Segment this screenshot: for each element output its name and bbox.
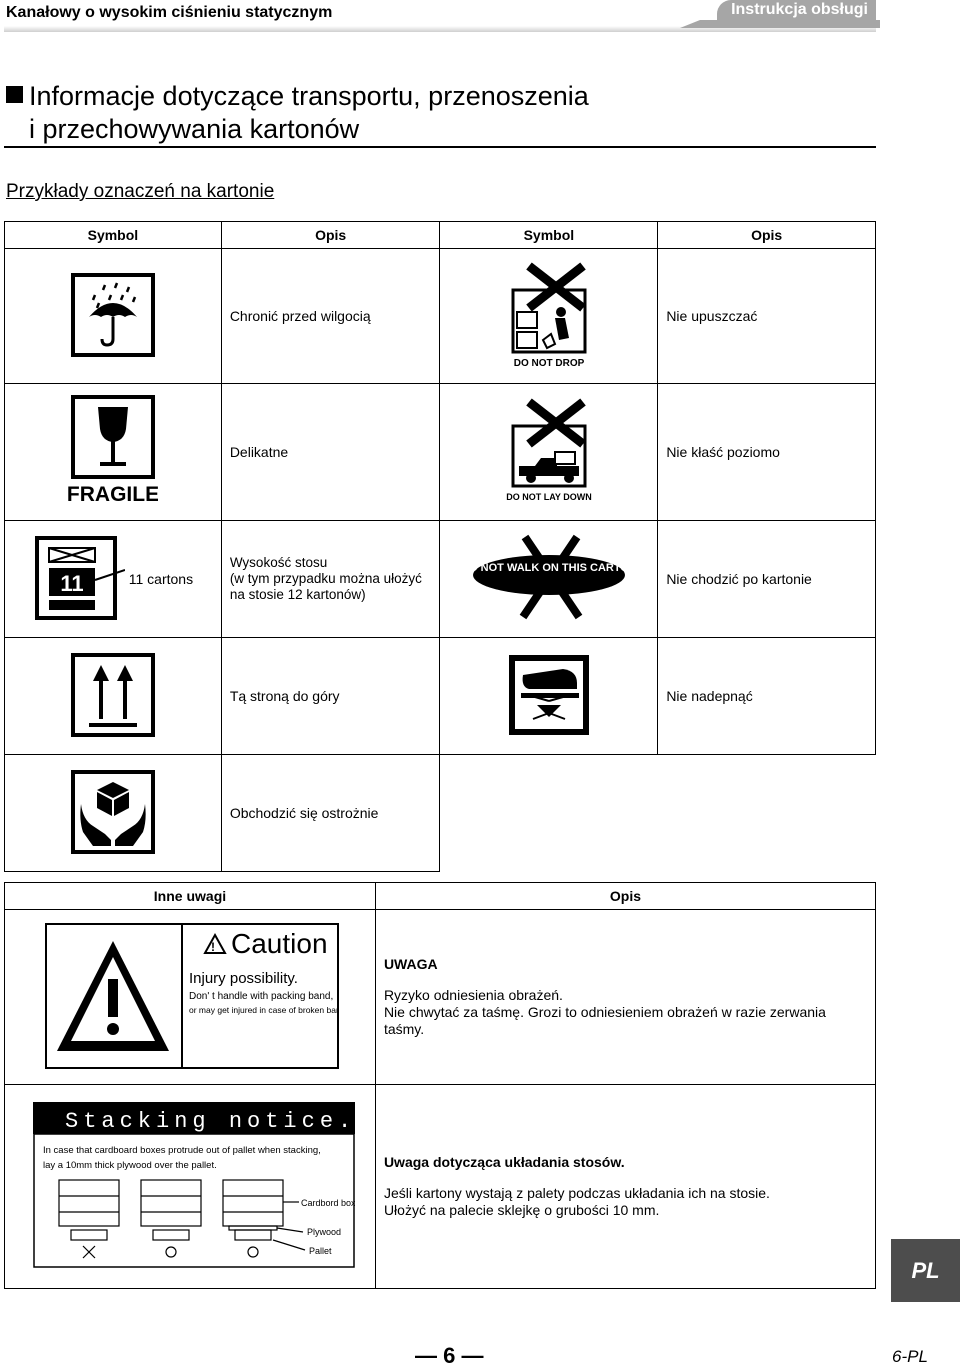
table-row: [5, 384, 876, 521]
do-not-lay-down-symbol-cell: [440, 384, 658, 521]
desc-line: (w tym przypadku można ułożyć: [229, 571, 422, 586]
table-row: [5, 638, 876, 755]
table-header-row: [5, 883, 876, 910]
caution-desc-line2: Nie chwytać za taśmę. Grozi to odniesieniem obrażeń w razie zerwania taśmy.: [383, 1004, 826, 1037]
col-header-desc: Opis: [221, 222, 440, 249]
cardboard-box-label: Cardbord box: [301, 1198, 355, 1208]
do-not-drop-caption: DO NOT DROP: [513, 357, 585, 369]
desc-cell: Nie chodzić po kartonie: [658, 521, 876, 638]
col-header-desc: Opis: [658, 222, 876, 249]
fragile-symbol-cell: [5, 384, 222, 521]
do-not-walk-icon: [469, 533, 629, 623]
header-title: Kanałowy o wysokim ciśnieniu statycznym: [6, 4, 333, 21]
caution-desc-line1: Ryzyko odniesienia obrażeń.: [383, 987, 563, 1003]
umbrella-symbol-cell: [5, 249, 222, 384]
table-row: [5, 1085, 876, 1289]
do-not-walk-symbol-cell: [440, 521, 658, 638]
stacking-label-cell: [5, 1085, 376, 1289]
empty-cell: [658, 755, 876, 872]
caution-label: [45, 923, 339, 1069]
stacking-desc-line2: Ułożyć na palecie sklejkę o grubości 10 mm.: [383, 1202, 660, 1218]
table-row: [5, 910, 876, 1085]
desc-cell: Nie upuszczać: [658, 249, 876, 384]
warning-triangle-icon: [205, 935, 225, 953]
caution-label-cell: [5, 910, 376, 1085]
do-not-walk-caption: DO NOT WALK ON THIS CARTON: [468, 561, 629, 574]
section-title-line2: i przechowywania kartonów: [29, 114, 360, 144]
fragile-caption: FRAGILE: [67, 482, 158, 506]
desc-cell: Chronić przed wilgocią: [221, 249, 440, 384]
bullet-square-icon: [6, 86, 23, 103]
caution-desc-cell: [375, 910, 875, 1085]
stacking-line2: lay a 10mm thick plywood over the pallet.: [43, 1160, 217, 1171]
header-manual-label: Instrukcja obsługi: [717, 0, 876, 21]
pallet-label: Pallet: [309, 1246, 332, 1256]
do-not-step-symbol-cell: [440, 638, 658, 755]
stack-number: 11: [60, 571, 84, 596]
caution-desc-title: UWAGA: [383, 956, 438, 972]
desc-cell: Nie kłaść poziomo: [658, 384, 876, 521]
umbrella-icon: [71, 273, 155, 357]
page-number-value: 6: [443, 1343, 456, 1368]
other-notes-table: [4, 882, 876, 1289]
stacking-desc-line1: Jeśli kartony wystają z palety podczas układania ich na stosie.: [383, 1185, 770, 1201]
stacking-desc-title: Uwaga dotycząca układania stosów.: [383, 1154, 625, 1170]
subsection-title: Przykłady oznaczeń na kartonie: [6, 181, 275, 202]
col-header-notes: Inne uwagi: [5, 883, 376, 910]
table-row: [5, 755, 876, 872]
do-not-drop-icon: [499, 260, 599, 370]
stacking-desc-cell: [375, 1085, 875, 1289]
stack-limit-icon: [33, 534, 125, 624]
fragile-glass-icon: [68, 395, 158, 507]
desc-line: Wysokość stosu: [229, 555, 328, 570]
plywood-label: Plywood: [307, 1227, 342, 1237]
caution-title: Caution: [231, 927, 328, 959]
do-not-lay-down-icon: [499, 396, 599, 506]
caution-line1: Injury possibility.: [189, 969, 298, 987]
svg-text:!: !: [211, 939, 215, 954]
carton-symbols-table: [4, 221, 876, 872]
do-not-step-icon: [507, 653, 591, 737]
title-rule: [4, 146, 876, 148]
handle-with-care-symbol-cell: [5, 755, 222, 872]
desc-cell: Obchodzić się ostrożnie: [221, 755, 440, 872]
col-header-desc: Opis: [375, 883, 875, 910]
header-tab-shape: [680, 20, 880, 28]
stacking-notice-label: [33, 1102, 355, 1268]
do-not-lay-down-caption: DO NOT LAY DOWN: [506, 491, 592, 502]
cartons-count-label: 11 cartons: [128, 571, 194, 587]
stacking-title: Stacking notice.: [65, 1109, 355, 1134]
page-reference: 6-PL: [892, 1347, 928, 1366]
this-way-up-icon: [71, 653, 155, 737]
section-title: [6, 80, 589, 146]
desc-cell: [221, 521, 440, 638]
table-row: [5, 521, 876, 638]
do-not-drop-symbol-cell: [440, 249, 658, 384]
col-header-symbol: Symbol: [440, 222, 658, 249]
page-number: — 6 —: [415, 1343, 484, 1368]
language-tab: PL: [891, 1239, 960, 1302]
desc-cell: Tą stroną do góry: [221, 638, 440, 755]
caution-line2: Don' t handle with packing band,: [189, 990, 334, 1002]
stack-height-symbol-cell: [5, 521, 222, 638]
caution-line3: or may get injured in case of broken band.: [189, 1004, 339, 1015]
desc-cell: Nie nadepnąć: [658, 638, 876, 755]
stacking-line1: In case that cardboard boxes protrude out of pallet when stacking,: [43, 1145, 321, 1156]
desc-cell: Delikatne: [221, 384, 440, 521]
table-header-row: [5, 222, 876, 249]
this-side-up-symbol-cell: [5, 638, 222, 755]
desc-line: na stosie 12 kartonów): [229, 587, 366, 602]
empty-cell: [440, 755, 658, 872]
section-title-line1: Informacje dotyczące transportu, przenoszenia: [29, 81, 589, 111]
handle-with-care-icon: [71, 770, 155, 854]
table-row: [5, 249, 876, 384]
col-header-symbol: Symbol: [5, 222, 222, 249]
